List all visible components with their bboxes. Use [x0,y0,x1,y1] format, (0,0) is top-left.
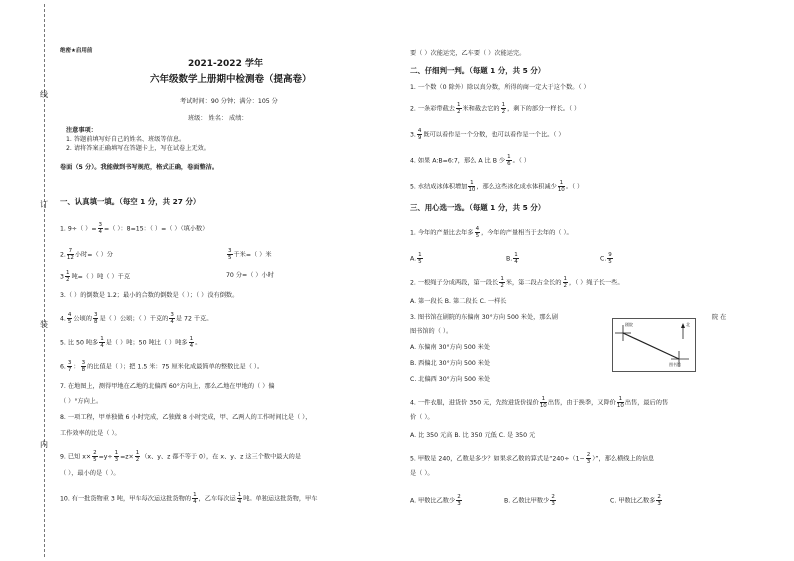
section-3-title: 三、用心选一选。（每题 1 分，共 5 分） [410,203,546,212]
choice-5-cont: 是（ ）。 [410,470,434,477]
note-1: 1. 答题前填写好自己的姓名、班级等信息。 [66,136,186,143]
question-9: 9. 已知 x× $\frac{2}{5}$ =y÷ $\frac{1}{3}$ =z× $\frac{1}{2}$ （x、y、z 都不等于 0），在 x、y、z 这三个数中最大的是 [60,450,302,463]
question-2d: 70 分=（ ）小时 [226,272,274,279]
binding-char-nei: 内 [40,440,48,449]
question-10: 10. 有一批货物重 3 吨，甲车每次运这批货物的 $\frac{1}{4}$ ，乙车每次运 $\frac{1}{4}$ 吨。单独运这批货物，甲车 [60,492,318,505]
question-2a: 2. $\frac{7}{12}$ 小时=（ ）分 [60,248,113,261]
judge-5: 5. 水结成冰体积增加 $\frac{1}{10}$ ，那么这些冰化成水体积减少 $\frac{1}{10}$ 。（ ） [410,180,584,193]
choice-5-option-b[interactable]: B. 乙数比甲数少 $\frac{2}{3}$ [504,494,555,507]
binding-margin [30,0,52,561]
choice-3-tail: 院 在 [712,314,727,321]
notes-title: 注意事项： [66,127,97,134]
label-library: 图书馆 [669,362,681,367]
choice-5: 5. 甲数是 240，乙数是多少？如果求乙数的算式是“240÷（1− $\frac{2}{3}$ ）”，那么横线上的信息 [410,452,655,465]
path-line [623,333,679,359]
question-6: 6. $\frac{3}{7}$ ： $\frac{3}{8}$ 的比值是（ ）；把 1.5 米：75 厘米化成最简单的整数比是（ ）。 [60,360,264,373]
section-2-title: 二、仔细判一判。（每题 1 分，共 5 分） [410,66,546,75]
question-3: 3.（ ）的倒数是 1.2；最小的合数的倒数是（ ）；（ ）没有倒数。 [60,292,239,299]
question-7: 7. 在地图上，测得甲地在乙地的北偏西 60°方向上，那么乙地在甲地的（ ）偏 [60,383,275,390]
note-2: 2. 请将答案正确填写在答题卡上，写在试卷上无效。 [66,145,210,152]
school-year: 2021-2022 学年 [188,59,263,69]
label-theater: 剧院 [625,322,633,327]
choice-3-option-c[interactable]: C. 北偏西 30°方向 500 米处 [410,376,491,383]
binding-dashed-line [44,4,45,557]
choice-2: 2. 一根绳子分成两段，第一段长 $\frac{1}{2}$ 米，第二段占全长的 $\frac{1}{2}$ ，（ ）绳子长一些。 [410,276,624,289]
question-4: 4. $\frac{4}{5}$ 公顷的 $\frac{3}{8}$ 是（ ）公顷；（ ）千克的 $\frac{3}{4}$ 是 72 千克。 [60,312,213,325]
section-1-title: 一、认真填一填。（每空 1 分，共 27 分） [60,197,201,206]
choice-2-options[interactable]: A. 第一段长 B. 第二段长 C. 一样长 [410,298,507,305]
direction-diagram [612,318,696,372]
page-title: 六年级数学上册期中检测卷（提高卷） [150,74,312,85]
choice-4: 4. 一件衣服，进货价 350 元，先按进货价提价 $\frac{1}{10}$ 出售，由于换季，又降价 $\frac{1}{10}$ 出售，最后的售 [410,396,669,409]
neatness-note: 卷面（5 分）。我能做到书写规范，格式正确，卷面整洁。 [60,164,219,171]
label-north: 北 [686,322,690,327]
choice-5-option-c[interactable]: C. 甲数比乙数多 $\frac{2}{3}$ [610,494,661,507]
choice-3: 3. 图书馆在剧院的东偏南 30°方向 500 米处，那么剧 [410,314,558,321]
fraction: $\frac{3}{4}$ [98,222,103,235]
question-9-cont: （ ），最小的是（ ）。 [60,470,120,477]
choice-1: 1. 今年的产量比去年多 $\frac{4}{5}$ ，今年的产量相当于去年的（ ）。 [410,226,573,239]
question-8: 8. 一项工程，甲单独做 6 小时完成，乙独做 8 小时完成，甲、乙两人的工作时间比是（ ）， [60,414,312,421]
choice-1-option-b[interactable]: B. $\frac{1}{4}$ [506,252,518,265]
question-10-cont: 要（ ）次能运完，乙车要（ ）次能运完。 [410,50,526,57]
choice-1-option-a[interactable]: A. $\frac{1}{5}$ [410,252,422,265]
choice-4-options[interactable]: A. 比 350 元高 B. 比 350 元低 C. 是 350 元 [410,432,536,439]
north-arrow-icon [681,323,685,328]
right-column [410,0,745,561]
binding-char-zhuang: 装 [40,320,48,329]
judge-2: 2. 一条彩带截去 $\frac{1}{2}$ 米和截去它的 $\frac{1}{2}$ ，剩下的部分一样长。（ ） [410,102,581,115]
choice-5-option-a[interactable]: A. 甲数比乙数少 $\frac{2}{3}$ [410,494,461,507]
question-8-cont: 工作效率的比是（ ）。 [60,430,121,437]
choice-4-cont: 价（ ）。 [410,414,434,421]
judge-3: 3. $\frac{4}{9}$ 既可以看作是一个分数，也可以看作是一个比。（ ） [410,128,565,141]
choice-3-option-a[interactable]: A. 东偏南 30°方向 500 米处 [410,344,491,351]
question-2b: $\frac{3}{5}$ 千米=（ ）米 [228,248,272,261]
exam-info: 考试时间：90 分钟；满分：105 分 [180,98,278,105]
student-fields: 班级： 姓名： 成绩： [188,115,248,122]
binding-char-xian: 线 [40,90,48,99]
question-1: 1. 9÷（ ）= $\frac{3}{4}$ =（ ）：8=15：（ ）=（ ）（填小数） [60,222,209,235]
choice-3-cont: 图书馆的（ ）。 [410,328,453,335]
question-7-cont: （ ）°方向上。 [60,398,103,405]
judge-4: 4. 如果 A:B=6:7，那么 A 比 B 少 $\frac{1}{6}$ 。（ ） [410,154,531,167]
choice-3-option-b[interactable]: B. 西偏北 30°方向 500 米处 [410,360,491,367]
judge-1: 1. 一个数（0 除外）除以真分数，所得的商一定大于这个数。（ ） [410,84,590,91]
question-5: 5. 比 50 吨多 $\frac{1}{4}$ 是（ ）吨；50 吨比（ ）吨多 $\frac{1}{4}$ 。 [60,336,202,349]
binding-char-ding: 订 [40,200,48,209]
question-2c: 3 $\frac{1}{2}$ 吨=（ ）吨（ ）千克 [60,270,131,283]
choice-1-option-c[interactable]: C. $\frac{9}{5}$ [600,252,612,265]
left-column [60,0,390,561]
confidential-mark: 绝密★启用前 [60,48,93,54]
